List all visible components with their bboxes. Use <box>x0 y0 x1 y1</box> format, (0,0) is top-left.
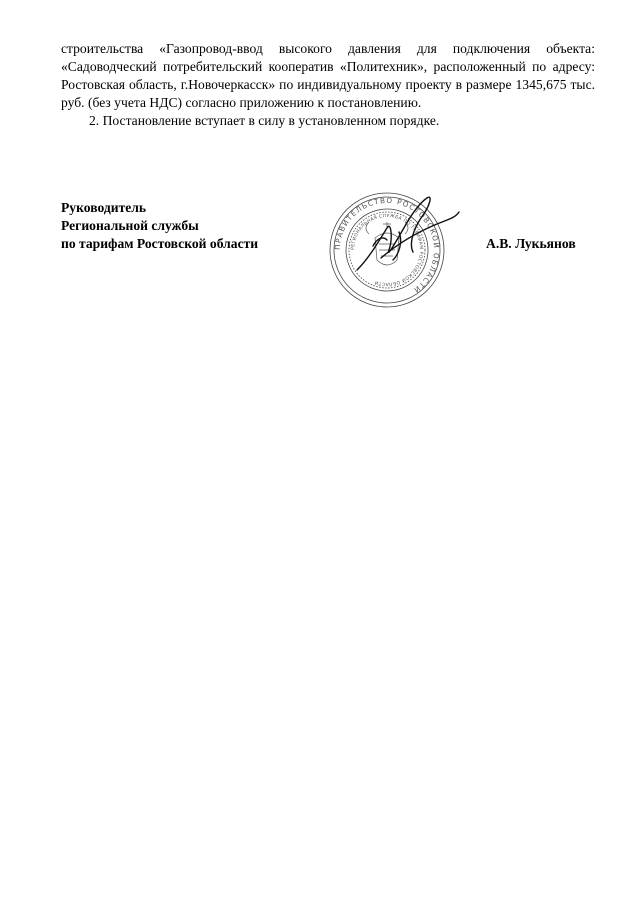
signatory-title-line-3: по тарифам Ростовской области <box>61 236 259 251</box>
seal-inner-text: РЕГИОНАЛЬНАЯ СЛУЖБА ПО ТАРИФАМ РОСТОВСКОЙ ОБЛАСТИ <box>350 213 424 287</box>
seal-ring-text: ПРАВИТЕЛЬСТВО РОСТОВСКОЙ ОБЛАСТИ <box>332 195 442 296</box>
document-body <box>61 40 595 130</box>
official-seal-with-signature-icon <box>317 188 467 313</box>
paragraph-resolution-item-2: 2. Постановление вступает в силу в установленном порядке. <box>89 113 440 128</box>
signer-name: А.В. Лукьянов <box>486 236 576 251</box>
signatory-title-block <box>61 199 258 253</box>
paragraph-resolution-item-1: строительства «Газопровод-ввод высокого давления для подключения объекта: «Садоводческий потребительский кооператив «Политехник», расположенный по адресу: Ростовская область, г.Новочеркасск» по индивидуальному проекту в размере 1345,675 тыс. руб. (без учета НДС) согласно приложению к постановлению. <box>61 41 595 110</box>
signatory-title-line-1: Руководитель <box>61 200 147 215</box>
signatory-title-line-2: Региональной службы <box>61 218 199 233</box>
